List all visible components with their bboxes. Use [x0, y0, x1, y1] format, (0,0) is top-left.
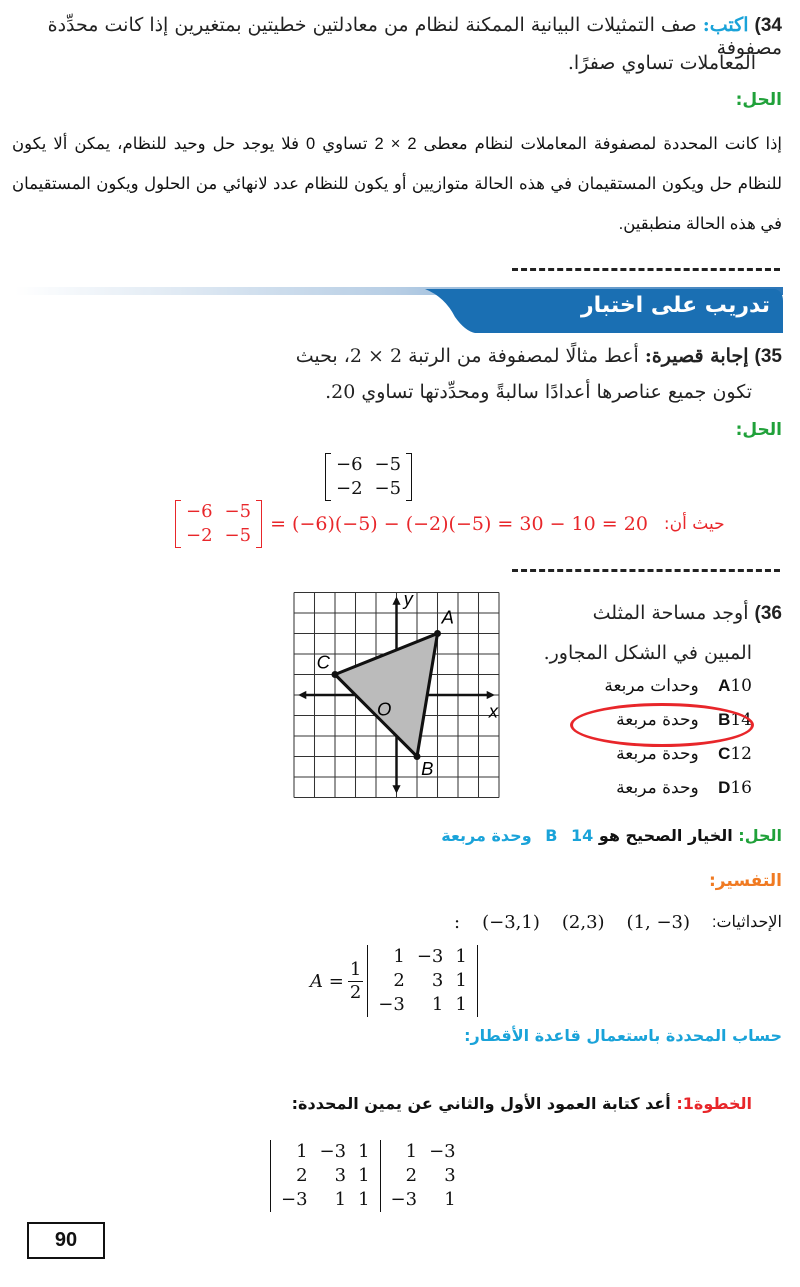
cell: −3: [416, 946, 444, 967]
matrix-cell: −5: [374, 478, 402, 499]
determinant: [270, 1140, 381, 1212]
page-number: 90: [27, 1222, 105, 1259]
choice-unit: وحدة مربعة: [616, 778, 699, 798]
q34-text-line1: صف التمثيلات البيانية الممكنة لنظام من معادلتين خطيتين بمتغيرين إذا كانت محدِّدة مصفوفة: [47, 14, 782, 59]
coords-end: :: [454, 912, 461, 933]
answer-value: 14 وحدة مربعة: [441, 826, 594, 845]
matrix-cell: −6: [336, 454, 363, 475]
matrix-cell: −6: [186, 501, 213, 522]
vertex-label: [317, 651, 331, 672]
answer-label: الحل:: [738, 826, 782, 845]
q35-text-line1: أعط مثالًا لمصفوفة من الرتبة 2 × 2، بحيث: [295, 345, 639, 367]
cell: 1: [455, 970, 467, 991]
answer-text: الخيار الصحيح هو: [598, 826, 733, 845]
choice-unit: وحدات مربعة: [604, 676, 699, 696]
extended-determinant: [270, 1140, 466, 1212]
x-axis-label: [488, 701, 499, 722]
cell: 2: [405, 1165, 418, 1186]
choice-value: 12: [730, 744, 752, 764]
cell: 1: [393, 946, 405, 967]
coordinates-line: [454, 912, 782, 933]
coord: (2,3): [561, 912, 605, 933]
selected-answer-circle: [570, 703, 754, 747]
cell: −3: [319, 1141, 347, 1162]
fraction: [348, 959, 363, 1004]
cell: 1: [358, 1165, 370, 1186]
extra-columns: [381, 1140, 466, 1212]
cell: −3: [390, 1189, 418, 1210]
q35-label: إجابة قصيرة:: [644, 345, 749, 367]
choice-unit: وحدة مربعة: [616, 744, 699, 764]
cell: 2: [393, 970, 405, 991]
determinant: [367, 945, 478, 1017]
frac-num: 1: [349, 958, 362, 980]
choice-value: 10: [730, 676, 752, 696]
matrix-cell: −2: [336, 478, 363, 499]
matrix-cell: −5: [224, 525, 252, 546]
choice-letter: D: [718, 778, 731, 797]
q35-text-line2: تكون جميع عناصرها أعدادًا سالبةً ومحدِّدتها تساوي 20.: [325, 381, 752, 403]
cell: 1: [455, 994, 467, 1015]
area-lhs: A =: [310, 970, 344, 992]
cell: −3: [429, 1141, 456, 1162]
frac-den: 2: [349, 981, 362, 1003]
q35-computation: [175, 500, 725, 548]
matrix-cell: −5: [374, 454, 402, 475]
cell: 3: [334, 1165, 347, 1186]
step1-text: أعد كتابة العمود الأول والثاني عن يمين المحددة:: [291, 1094, 671, 1113]
q36-number: 36): [754, 603, 782, 624]
q35-number: 35): [754, 346, 782, 367]
cell: 1: [358, 1141, 370, 1162]
q35-solution-label: الحل:: [735, 420, 782, 440]
vertex-point: [434, 630, 441, 637]
step1: [292, 1094, 752, 1113]
explanation-label: التفسير:: [709, 871, 782, 891]
q35-question: [296, 345, 782, 368]
choice-value: 16: [730, 778, 752, 798]
area-formula: [310, 945, 478, 1017]
cell: 2: [296, 1165, 308, 1186]
q36-question: [593, 602, 782, 625]
step1-label: الخطوة1:: [676, 1094, 752, 1113]
cell: 3: [431, 970, 444, 991]
choice-c[interactable]: [552, 744, 752, 778]
coord: (1, −3): [626, 912, 691, 933]
y-axis-label: [402, 588, 415, 609]
matrix-cell: −2: [186, 525, 213, 546]
vertex-label: [441, 606, 454, 627]
divider: [512, 268, 780, 271]
divider: [512, 569, 780, 572]
origin-label: [377, 699, 391, 720]
vertex-point: [332, 671, 339, 678]
q34-text-line2: المعاملات تساوي صفرًا.: [567, 52, 756, 74]
choice-letter: C: [718, 744, 731, 763]
where-label: حيث أن:: [663, 514, 725, 534]
cell: 3: [444, 1165, 456, 1186]
q34-label: اكتب:: [702, 14, 749, 36]
cell: 1: [444, 1189, 456, 1210]
matrix-cell: −5: [224, 501, 252, 522]
q36-answer: [441, 826, 782, 845]
cell: 1: [431, 994, 444, 1015]
banner-title: تدريب على اختبار: [580, 293, 770, 318]
choice-value: 14: [730, 710, 752, 730]
answer-letter: B: [545, 826, 558, 845]
q34-solution-label: الحل:: [735, 90, 782, 110]
cell: 1: [296, 1141, 308, 1162]
vertex-label: [421, 758, 433, 779]
cell: 1: [405, 1141, 418, 1162]
choice-unit: وحدة مربعة: [616, 710, 699, 730]
computation-text: = (−6)(−5) − (−2)(−5) = 30 − 10 = 20: [270, 513, 648, 535]
choice-letter: B: [718, 710, 731, 729]
diagonal-heading: حساب المحددة باستعمال قاعدة الأقطار:: [464, 1026, 782, 1045]
cell: −3: [281, 1189, 308, 1210]
cell: 1: [455, 946, 467, 967]
q35-matrix: [325, 453, 412, 501]
q36-text-line1: أوجد مساحة المثلث: [592, 602, 749, 624]
triangle-graph: [294, 592, 499, 798]
q34-solution-text: إذا كانت المحددة لمصفوفة المعاملات لنظام معطى 2 × 2 تساوي 0 فلا يوجد حل وحيد للنظام، يمكن ألا يكون للنظام حل ويكون المستقيمان في هذه الحالة متوازيين أو يكون للنظام عدد لانهائي من الحلول ويكون المستقيمان في هذه الحالة منطبقين.: [12, 135, 782, 233]
choice-d[interactable]: [552, 778, 752, 812]
cell: −3: [378, 994, 405, 1015]
choice-letter: A: [718, 676, 731, 695]
cell: 1: [358, 1189, 370, 1210]
coord: (−3,1): [482, 912, 540, 933]
q34-number: 34): [754, 15, 782, 36]
vertex-point: [414, 753, 421, 760]
coords-label: الإحداثيات:: [712, 914, 782, 931]
q36-text-line2: المبين في الشكل المجاور.: [543, 642, 752, 664]
cell: 1: [334, 1189, 347, 1210]
